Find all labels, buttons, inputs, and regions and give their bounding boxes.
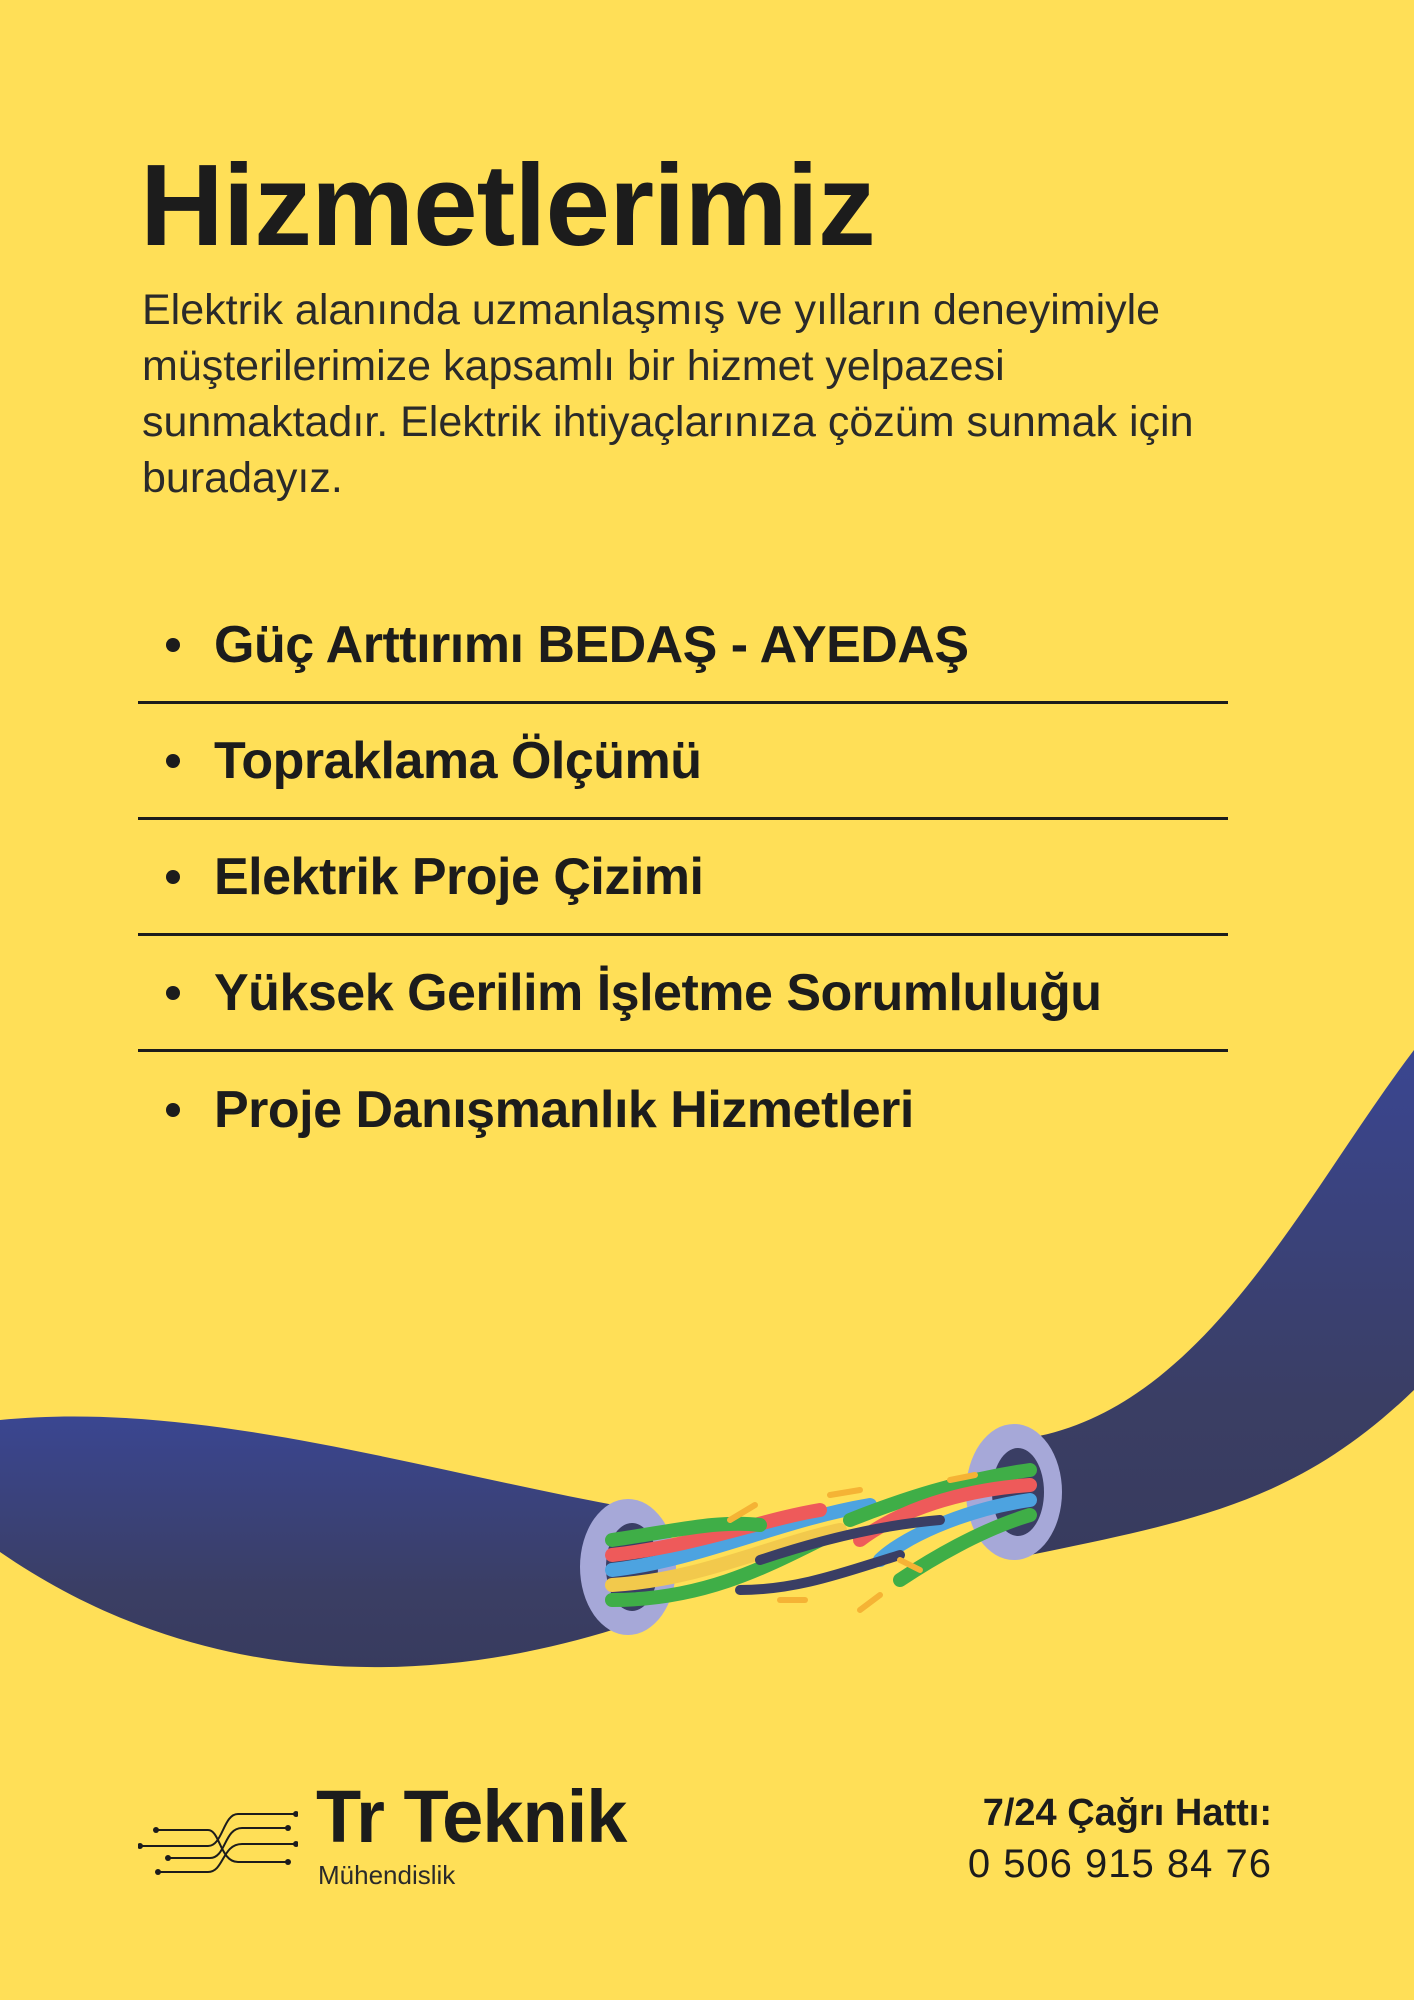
service-item-power-increase: Güç Arttırımı BEDAŞ - AYEDAŞ xyxy=(138,588,1228,704)
service-item-grounding: Topraklama Ölçümü xyxy=(138,704,1228,820)
circuit-lines-logo xyxy=(138,1800,298,1880)
electric-cable-illustration xyxy=(0,1040,1414,1740)
page-title: Hizmetlerimiz xyxy=(140,140,875,270)
intro-text: Elektrik alanında uzmanlaşmış ve yılların deneyimiyle müşterilerimize kapsamlı bir hizmet yelpazesi sunmaktadır. Elektrik ihtiyaçlarınıza çözüm sunmak için buradayız. xyxy=(142,286,1194,502)
service-item-project-drawing: Elektrik Proje Çizimi xyxy=(138,820,1228,936)
service-item-consulting: Proje Danışmanlık Hizmetleri xyxy=(138,1052,1228,1168)
hotline-number[interactable]: 0 506 915 84 76 xyxy=(967,1842,1272,1886)
brand-name: Tr Teknik xyxy=(316,1775,627,1858)
hotline-label: 7/24 Çağrı Hattı: xyxy=(982,1792,1272,1834)
brand-subtitle: Mühendislik xyxy=(318,1860,456,1890)
service-item-high-voltage: Yüksek Gerilim İşletme Sorumluluğu xyxy=(138,936,1228,1052)
